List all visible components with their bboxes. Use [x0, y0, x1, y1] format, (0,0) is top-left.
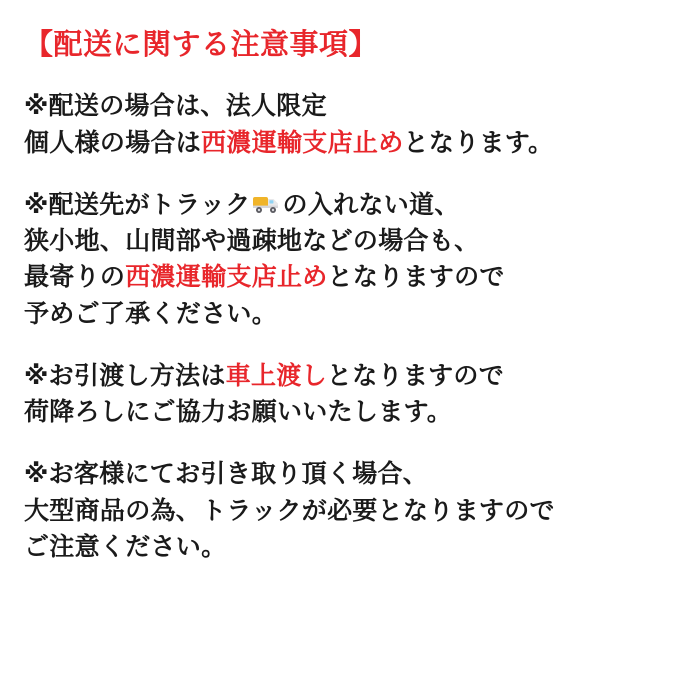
page-title: 【配送に関する注意事項】 — [24, 27, 379, 61]
truck-icon — [252, 193, 282, 215]
text-run: となります。 — [403, 127, 554, 157]
text-run: となりますので — [327, 262, 505, 292]
notice-block-truck-access — [24, 187, 676, 332]
notice-line — [24, 394, 676, 430]
text-run: の入れない道、 — [282, 189, 460, 219]
text-run: ※お引渡し方法は — [24, 360, 226, 390]
text-run: 個人様の場合は — [24, 127, 202, 157]
notice-block-handover-method — [24, 358, 676, 431]
text-run-highlight: 車上渡し — [225, 360, 327, 390]
text-run: ※お客様にてお引き取り頂く場合、 — [24, 459, 429, 489]
notice-line — [24, 125, 676, 161]
notice-line — [24, 187, 676, 223]
text-run: 最寄りの — [24, 262, 126, 292]
notice-line — [24, 529, 676, 565]
notice-block-customer-pickup — [24, 456, 676, 565]
notice-block-corporate-only — [24, 88, 676, 161]
notice-line — [24, 296, 676, 332]
notice-line — [24, 259, 676, 295]
text-run: ※配送の場合は、法人限定 — [24, 91, 327, 121]
text-run: 大型商品の為、トラックが必要となりますので — [24, 495, 555, 525]
text-run: ご注意ください。 — [24, 531, 227, 561]
text-run-highlight: 西濃運輸支店止め — [201, 127, 404, 157]
text-run: 荷降ろしにご協力お願いいたします。 — [24, 397, 453, 426]
notice-line — [24, 358, 676, 394]
notice-line — [24, 456, 676, 492]
text-run: となりますので — [326, 360, 505, 390]
text-run: ※配送先がトラック — [24, 189, 251, 219]
text-run: 予めご了承ください。 — [24, 298, 278, 328]
notice-line — [24, 88, 676, 124]
notice-line — [24, 493, 676, 529]
text-run-highlight: 西濃運輸支店止め — [125, 262, 328, 292]
notice-line — [24, 223, 676, 259]
text-run: 狭小地、山間部や過疎地などの場合も、 — [24, 226, 480, 255]
